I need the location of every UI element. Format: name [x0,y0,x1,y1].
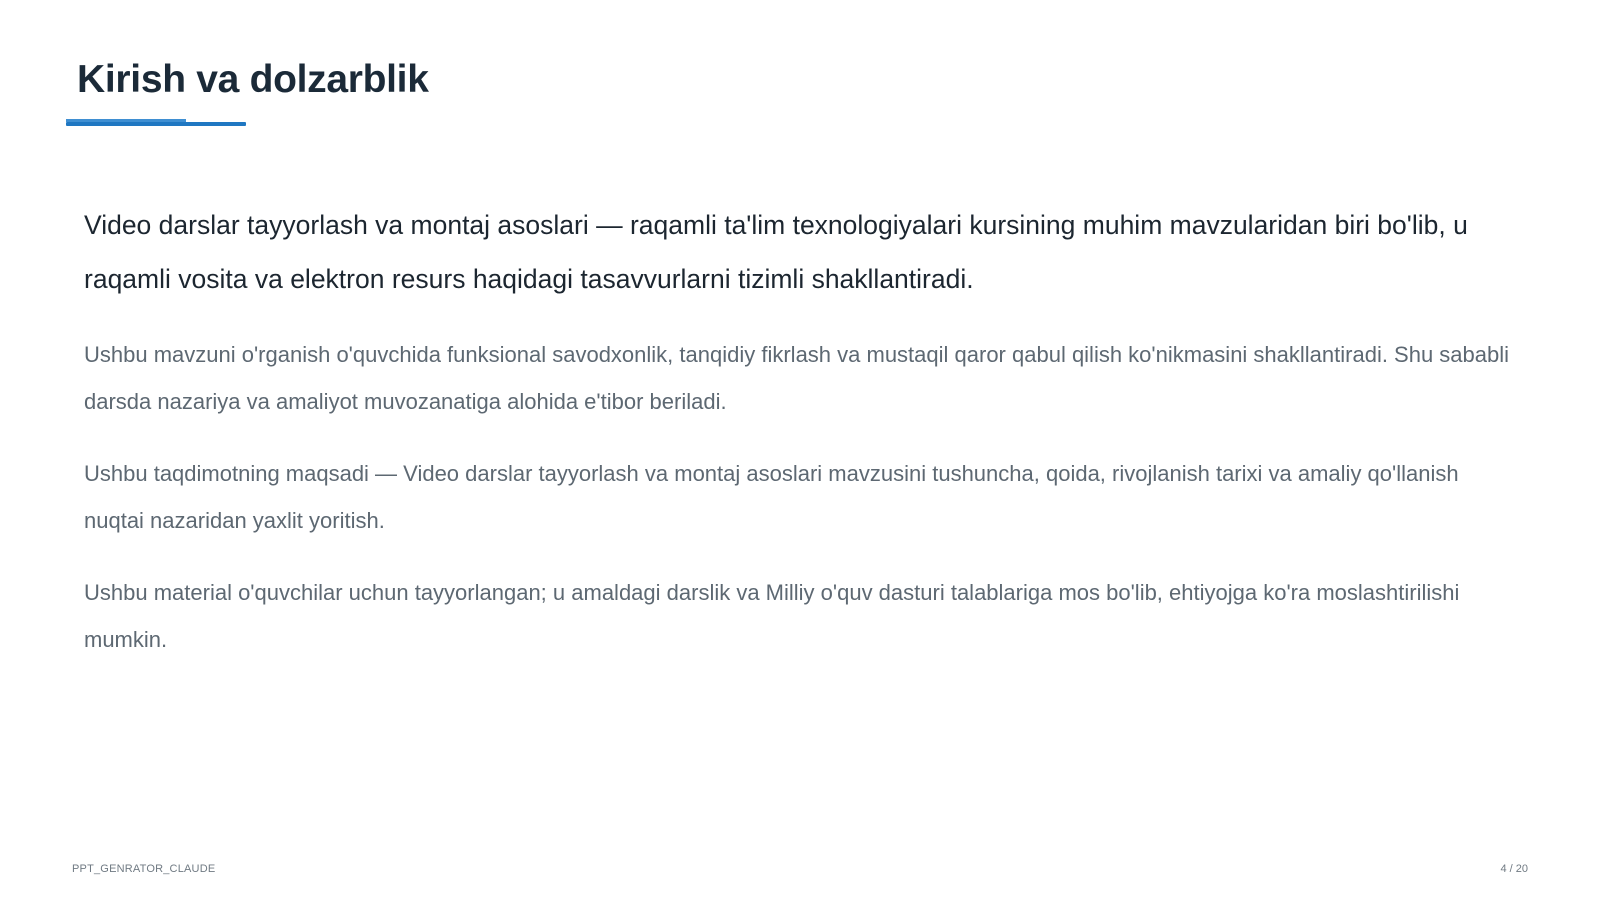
body-paragraph-3: Ushbu material o'quvchilar uchun tayyorlangan; u amaldagi darslik va Milliy o'quv dasturi talablariga mos bo'lib, ehtiyojga ko'ra moslashtirilishi mumkin. [84,580,1460,652]
body-paragraph-1: Ushbu mavzuni o'rganish o'quvchida funksional savodxonlik, tanqidiy fikrlash va mustaqil qaror qabul qilish ko'nikmasini shakllantiradi. Shu sababli darsda nazariya va amaliyot muvozanatiga alohida e'tibor beriladi. [84,342,1510,414]
lead-paragraph: Video darslar tayyorlash va montaj asoslari — raqamli ta'lim texnologiyalari kursining muhim mavzularidan biri bo'lib, u raqamli vosita va elektron resurs haqidagi tasavvurlarni tizimli shakllantiradi. [84,210,1468,294]
slide-content [84,198,1514,688]
footer-brand: PPT_GENRATOR_CLAUDE [72,863,216,875]
slide-title: Kirish va dolzarblik [77,58,429,101]
body-paragraph-2: Ushbu taqdimotning maqsadi — Video darslar tayyorlash va montaj asoslari mavzusini tushuncha, qoida, rivojlanish tarixi va amaliy qo'llanish nuqtai nazaridan yaxlit yoritish. [84,461,1459,533]
title-underline [66,122,246,126]
page-number: 4 / 20 [1500,863,1528,875]
